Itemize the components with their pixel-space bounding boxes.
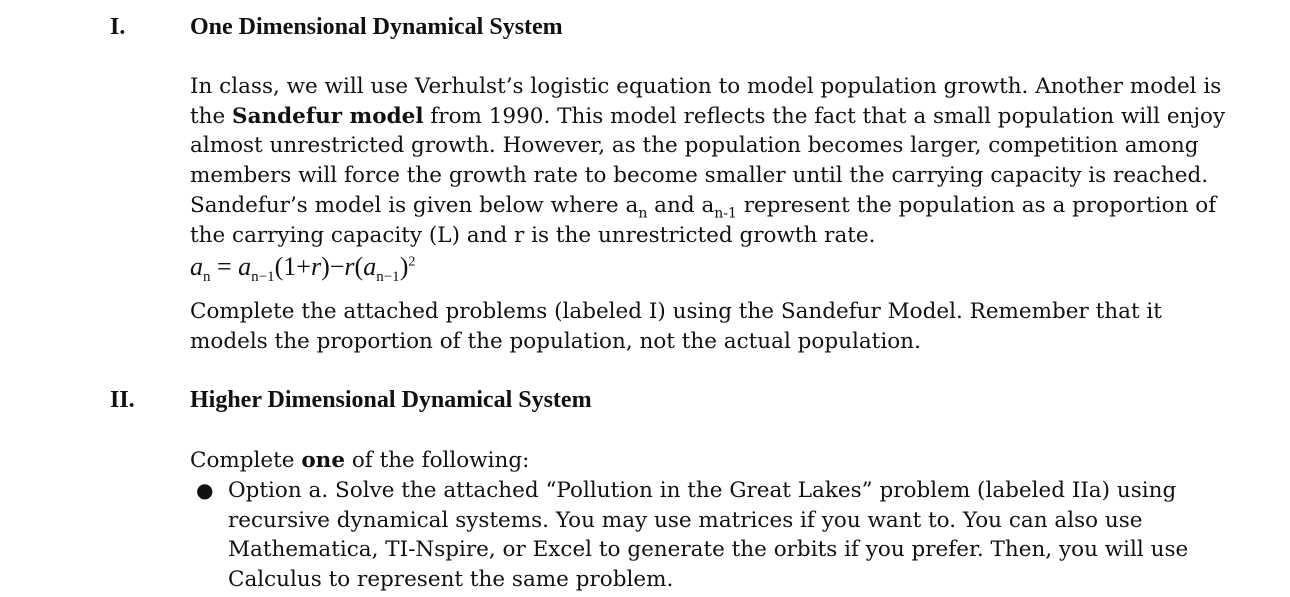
paragraph-2-line-2: models the proportion of the population, not the actual population. <box>190 329 921 354</box>
bullet-icon: ● <box>196 478 214 502</box>
option-a-line-4: Calculus to represent the same problem. <box>228 567 674 592</box>
section-2-intro <box>190 446 529 476</box>
paragraph-1-line-4: members will force the growth rate to become smaller until the carrying capacity is reached. <box>190 163 1209 188</box>
equation-sub: n−1 <box>251 269 275 286</box>
equation-var: r <box>344 252 355 281</box>
paragraph-1-line-3: almost unrestricted growth. However, as the population becomes larger, competition among <box>190 133 1199 158</box>
sandefur-model-term: Sandefur model <box>232 104 424 129</box>
option-a-line-3: Mathematica, TI-Nspire, or Excel to generate the orbits if you prefer. Then, you will use <box>228 537 1189 562</box>
paragraph-1-line-6: the carrying capacity (L) and r is the unrestricted growth rate. <box>190 223 876 248</box>
equation-text: = <box>210 252 239 281</box>
text-run: from 1990. This model reflects the fact that a small population will enjoy <box>423 104 1226 129</box>
text-run: the <box>190 104 233 129</box>
equation-text: ( <box>354 252 364 281</box>
equation-text: ) <box>399 252 409 281</box>
paragraph-1-line-2 <box>190 102 1225 132</box>
section-1-heading: One Dimensional Dynamical System <box>190 14 563 40</box>
text-run: Complete <box>190 448 302 473</box>
text-run: represent the population as a proportion of <box>736 193 1217 218</box>
text-run: of the following: <box>345 448 530 473</box>
paragraph-1-line-1: In class, we will use Verhulst’s logistic equation to model population growth. Another model is <box>190 74 1222 99</box>
equation-text: (1+ <box>274 252 311 281</box>
subscript: n <box>638 205 648 222</box>
equation-var: a <box>190 252 203 281</box>
option-a-line-2: recursive dynamical systems. You may use matrices if you want to. You can also use <box>228 508 1143 533</box>
text-run: and a <box>647 193 715 218</box>
subscript: n-1 <box>714 205 737 222</box>
one-term: one <box>301 448 345 473</box>
paragraph-2-line-1: Complete the attached problems (labeled I) using the Sandefur Model. Remember that it <box>190 299 1162 324</box>
text-run: Sandefur’s model is given below where a <box>190 193 639 218</box>
equation-var: a <box>363 252 377 281</box>
equation-var: r <box>310 252 322 281</box>
option-a-line-1: Option a. Solve the attached “Pollution in the Great Lakes” problem (labeled IIa) using <box>228 478 1177 503</box>
equation-sub: n <box>203 269 211 286</box>
sandefur-equation <box>190 252 415 286</box>
section-2-heading: Higher Dimensional Dynamical System <box>190 387 592 413</box>
equation-text: )− <box>321 252 345 281</box>
section-1-numeral: I. <box>110 14 126 40</box>
section-2-numeral: II. <box>110 387 135 413</box>
equation-sub: n−1 <box>376 269 400 286</box>
equation-var: a <box>238 252 252 281</box>
equation-exponent: 2 <box>408 254 416 270</box>
